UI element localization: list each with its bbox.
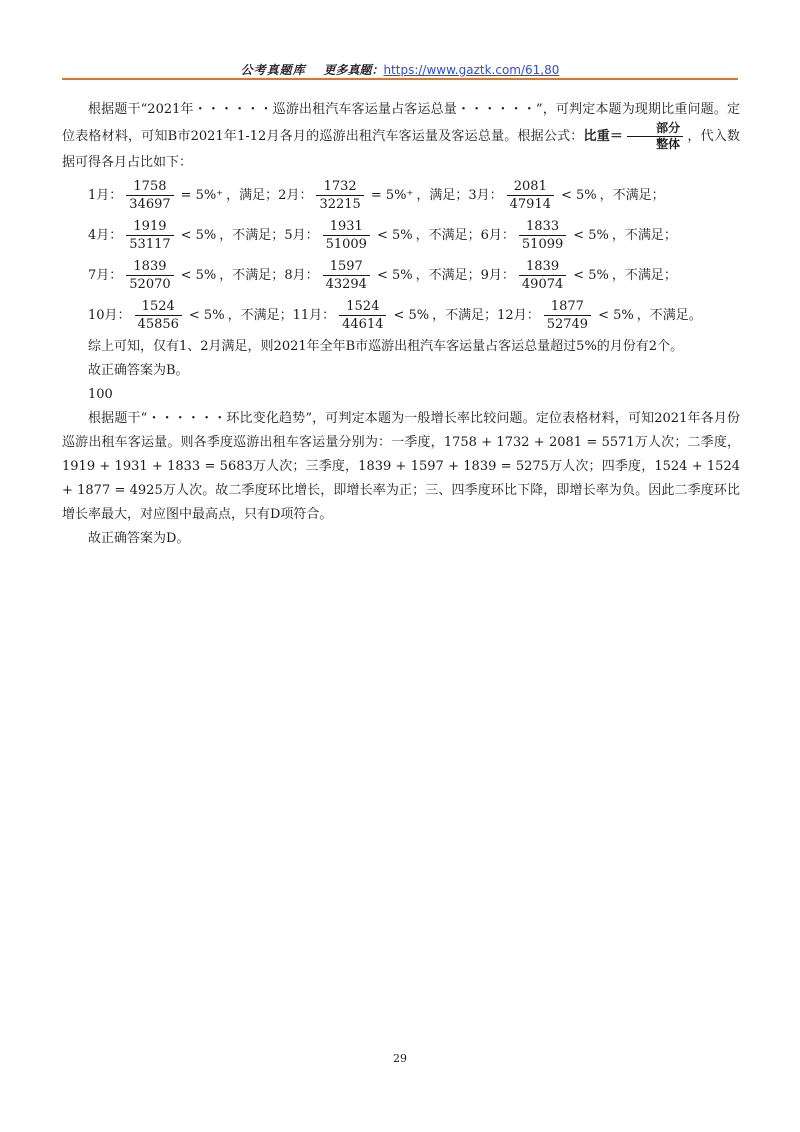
month-item: 1月： $\frac{1758}{34697}$ = 5%⁺ ，满足； [88, 178, 279, 212]
formula-label: 比重＝ [583, 129, 624, 144]
source-link[interactable]: https://www.gaztk.com/61,80 [383, 63, 560, 77]
month-row [62, 175, 740, 215]
month-row [62, 295, 740, 335]
month-item: 6月： $\frac{1833}{51099}$ < 5% ，不满足； [480, 218, 677, 252]
month-item: 11月： $\frac{1524}{44614}$ < 5% ，不满足； [292, 298, 498, 332]
month-item: 12月： $\frac{1877}{52749}$ < 5% ，不满足。 [497, 298, 702, 332]
month-item: 10月： $\frac{1524}{45856}$ < 5% ，不满足； [88, 298, 293, 332]
header-divider [62, 78, 738, 80]
month-item: 7月： $\frac{1839}{52070}$ < 5% ，不满足； [88, 258, 285, 292]
month-ratio-list [62, 175, 740, 335]
solution-content [62, 98, 740, 551]
page-number: 29 [393, 1052, 407, 1065]
site-name: 公考真题库 [240, 63, 306, 77]
question-number: 100 [88, 387, 113, 402]
more-questions-label: 更多真题： [323, 63, 384, 77]
month-item: 3月： $\frac{2081}{47914}$ < 5% ，不满足； [468, 178, 665, 212]
q100-body: 根据题干“・・・・・・环比变化趋势”，可判定本题为一般增长率比较问题。定位表格材料，可知2021年各月份巡游出租车客运量。则各季度巡游出租车客运量分别为：一季度，1758 + 1732 + 2081 = 5571万人次；二季度，1919 + 1931 + 1833 = 5683万人次；三季度，1839 + 1597 + 1839 = 5275万人次；四季度，1524 + 1524 + 1877 = 4925万人次。故二季度环比增长，即增长率为正；三、四季度环比下降，即增长率为负。因此二季度环比增长率最大，对应图中最高点，只有D项符合。 [62, 411, 740, 522]
month-item: 5月： $\frac{1931}{51009}$ < 5% ，不满足； [284, 218, 481, 252]
month-row [62, 255, 740, 295]
month-item: 8月： $\frac{1597}{43294}$ < 5% ，不满足； [284, 258, 481, 292]
q99-summary: 综上可知，仅有1、2月满足，则2021年全年B市巡游出租汽车客运量占客运总量超过5%的月份有2个。 [88, 339, 684, 354]
page-header [0, 61, 800, 78]
q99-intro: 根据题干“2021年・・・・・・巡游出租汽车客运量占客运总量・・・・・・”，可判定本题为现期比重问题。定位表格材料，可知B市2021年1-12月各月的巡游出租汽车客运量及客运总量。根据公式：比重＝ $\frac{\text{部分}}{\text{整体}}$ ，代入数据可得各月占比如下： [62, 102, 740, 170]
q100-answer: 故正确答案为D。 [88, 531, 190, 546]
month-row [62, 215, 740, 255]
month-item: 9月： $\frac{1839}{49074}$ < 5% ，不满足； [480, 258, 677, 292]
formula-fraction: $\frac{\text{部分}}{\text{整体}}$ [627, 122, 683, 151]
month-item: 2月： $\frac{1732}{32215}$ = 5%⁺ ，满足； [278, 178, 469, 212]
month-item: 4月： $\frac{1919}{53117}$ < 5% ，不满足； [88, 218, 285, 252]
q99-answer: 故正确答案为B。 [88, 363, 189, 378]
